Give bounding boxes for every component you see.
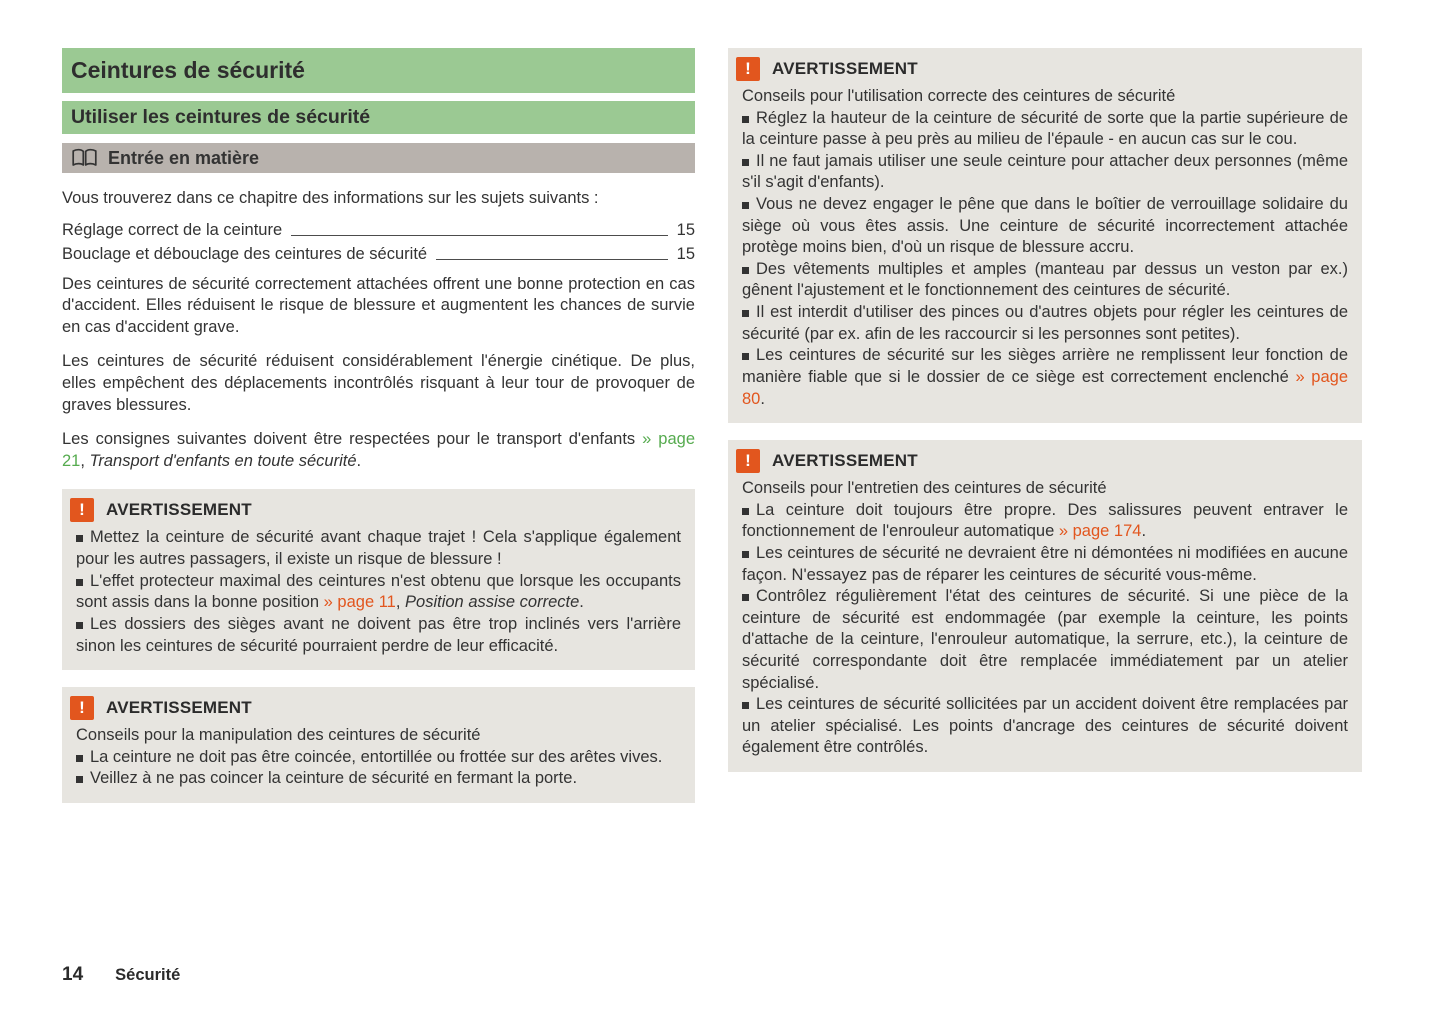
paragraph xyxy=(62,274,695,339)
section-subtitle xyxy=(62,101,695,134)
bullet-square-icon xyxy=(742,159,749,166)
text-segment: Les ceintures de sécurité sur les sièges arrière ne remplissent leur fonction de manière fiable que si le dossier de ce siège est correctement enclenché xyxy=(742,346,1348,386)
text-segment: Il ne faut jamais utiliser une seule ceinture pour attacher deux personnes (même s'il s'agit d'enfants). xyxy=(742,151,1348,192)
bullet-square-icon xyxy=(76,776,83,783)
warning-bullet xyxy=(742,543,1348,586)
text-segment: Mettez la ceinture de sécurité avant chaque trajet ! Cela s'applique également pour les autres passagers, il existe un risque de blessure ! xyxy=(76,528,681,569)
text-segment: Position assise correcte xyxy=(405,593,580,612)
bullet-square-icon xyxy=(76,579,83,586)
warning-header xyxy=(70,696,681,720)
text-segment: L'effet protecteur maximal des ceintures n'est obtenu que lorsque les occupants sont assis dans la bonne position xyxy=(76,571,681,612)
text-segment: Il est interdit d'utiliser des pinces ou d'autres objets pour régler les ceintures de sécurité (par ex. afin de les raccourcir si les personnes sont petites). xyxy=(742,303,1348,343)
paragraph xyxy=(62,429,695,472)
warning-bullet-list xyxy=(76,747,681,790)
warning-exclamation-icon: ! xyxy=(736,57,760,81)
warning-intro: Conseils pour l'utilisation correcte des ceintures de sécurité xyxy=(742,87,1176,105)
toc-intro: Vous trouverez dans ce chapitre des informations sur les sujets suivants : xyxy=(62,189,599,207)
section-subtitle-label: Utiliser les ceintures de sécurité xyxy=(71,106,371,128)
warning-box xyxy=(62,489,695,670)
text-segment: . xyxy=(579,593,584,612)
text-segment: Vous ne devez engager le pêne que dans le boîtier de verrouillage solidaire du siège où vous êtes assis. Une ceinture de sécurité incorrectement attachée protège moins bien, d'où un risque de blessure accru. xyxy=(742,195,1348,257)
warning-header xyxy=(736,57,1348,81)
bullet-square-icon xyxy=(742,310,749,317)
bullet-square-icon xyxy=(742,702,749,709)
bullet-square-icon xyxy=(76,755,83,762)
bullet-square-icon xyxy=(742,202,749,209)
warning-bullet xyxy=(742,194,1348,259)
section-header-label: Entrée en matière xyxy=(108,147,260,168)
text-segment: Réglez la hauteur de la ceinture de sécurité de sorte que la partie supérieure de la ceinture passe à peu près au milieu de l'épaule - en aucun cas sur le cou. xyxy=(742,108,1348,149)
warning-title: AVERTISSEMENT xyxy=(772,59,918,78)
toc-entry-label: Bouclage et débouclage des ceintures de sécurité xyxy=(62,244,428,263)
right-column xyxy=(728,48,1362,803)
open-book-icon xyxy=(71,148,98,168)
warning-bullet xyxy=(742,302,1348,345)
toc-entry xyxy=(62,221,695,240)
warning-intro: Conseils pour la manipulation des ceintures de sécurité xyxy=(76,726,481,745)
text-segment: Les consignes suivantes doivent être respectées pour le transport d'enfants xyxy=(62,430,643,449)
warning-exclamation-icon: ! xyxy=(70,498,94,522)
bullet-square-icon xyxy=(742,267,749,274)
text-segment: , xyxy=(80,451,90,470)
warning-header xyxy=(736,449,1348,473)
bullet-square-icon xyxy=(742,594,749,601)
text-segment: La ceinture ne doit pas être coincée, entortillée ou frottée sur des arêtes vives. xyxy=(90,747,663,766)
page-link[interactable]: » page 11 xyxy=(323,593,396,612)
page-title-label: Ceintures de sécurité xyxy=(71,57,305,83)
bullet-square-icon xyxy=(742,508,749,515)
toc-entry-label: Réglage correct de la ceinture xyxy=(62,220,283,239)
bullet-square-icon xyxy=(76,622,83,629)
warning-bullet xyxy=(742,694,1348,759)
warning-title: AVERTISSEMENT xyxy=(106,500,252,520)
page-link[interactable]: » page 80 xyxy=(742,367,1348,408)
warning-bullet xyxy=(742,259,1348,302)
table-of-contents xyxy=(62,221,695,264)
bullet-square-icon xyxy=(742,551,749,558)
warning-intro: Conseils pour l'entretien des ceintures de sécurité xyxy=(742,479,1107,498)
warning-bullet xyxy=(76,571,681,614)
left-column xyxy=(62,48,695,803)
warning-bullet-list xyxy=(742,108,1348,411)
bullet-square-icon xyxy=(742,353,749,360)
warning-box xyxy=(728,48,1362,423)
footer-page-number: 14 xyxy=(62,964,84,985)
toc-entry xyxy=(62,245,695,264)
warning-bullet-list xyxy=(742,500,1348,759)
page-link[interactable]: » page 174 xyxy=(1058,522,1142,541)
warning-title: AVERTISSEMENT xyxy=(772,451,918,471)
text-segment: Contrôlez régulièrement l'état des ceintures de sécurité. Si une pièce de la ceinture de sécurité est endommagée (par exemple la ceinture, les points d'attache de la ceinture, l'enrouleur automatique, la serrure, etc.), la ceinture de sécurité correspondante doit être remplacée immédiatement par un atelier spécialisé. xyxy=(742,587,1348,692)
text-segment: La ceinture doit toujours être propre. Des salissures peuvent entraver le fonctionnement de l'enrouleur automatique xyxy=(742,500,1348,541)
text-segment: . xyxy=(760,389,765,408)
toc-leader-line xyxy=(291,235,668,236)
text-segment: Les ceintures de sécurité ne devraient être ni démontées ni modifiées en aucune façon. N'essayez pas de réparer les ceintures de sécurité vous-même. xyxy=(742,543,1348,584)
text-segment: Des vêtements multiples et amples (manteau par dessus un veston par ex.) gênent l'ajustement et le fonctionnement des ceintures de sécurité. xyxy=(742,259,1348,300)
warning-box xyxy=(62,687,695,803)
text-segment: . xyxy=(356,451,362,470)
page-title xyxy=(62,48,695,93)
toc-entry-page: 15 xyxy=(676,220,695,239)
toc-entry-page: 15 xyxy=(676,244,695,263)
toc-leader-line xyxy=(436,259,668,260)
warning-box xyxy=(728,440,1362,772)
text-segment: Veillez à ne pas coincer la ceinture de sécurité en fermant la porte. xyxy=(90,769,578,788)
warning-bullet-list xyxy=(76,527,681,657)
warning-bullet xyxy=(742,586,1348,694)
text-segment: Des ceintures de sécurité correctement attachées offrent une bonne protection en cas d'accident. Elles réduisent le risque de blessure et augmentent les chances de survie en cas d'accident grave. xyxy=(62,274,695,336)
warning-bullet xyxy=(76,768,681,790)
text-segment: Les ceintures de sécurité réduisent considérablement l'énergie cinétique. De plus, elles empêchent des déplacements incontrôlés risquant à leur tour de provoquer de graves blessures. xyxy=(62,352,695,414)
section-header xyxy=(62,143,695,173)
warning-exclamation-icon: ! xyxy=(736,449,760,473)
paragraph xyxy=(62,351,695,416)
warning-bullet xyxy=(76,747,681,769)
warning-header xyxy=(70,498,681,522)
warning-bullet xyxy=(742,108,1348,151)
text-segment: Les dossiers des sièges avant ne doivent pas être trop inclinés vers l'arrière sinon les ceintures de sécurité pourraient perdre de leur efficacité. xyxy=(76,614,681,655)
bullet-square-icon xyxy=(742,116,749,123)
warning-bullet xyxy=(76,614,681,657)
bullet-square-icon xyxy=(76,535,83,542)
warning-bullet xyxy=(742,500,1348,543)
text-segment: , xyxy=(395,593,406,612)
warning-title: AVERTISSEMENT xyxy=(106,698,252,718)
page-link[interactable]: » page 21 xyxy=(62,430,695,470)
text-segment: Les ceintures de sécurité sollicitées par un accident doivent être remplacées par un atelier spécialisé. Les points d'ancrage des ceintures de sécurité doivent également être contrôlés. xyxy=(742,695,1348,757)
footer-chapter-label: Sécurité xyxy=(115,966,181,984)
warning-bullet xyxy=(76,527,681,570)
warning-bullet xyxy=(742,151,1348,194)
text-segment: . xyxy=(1141,522,1147,541)
warning-bullet xyxy=(742,345,1348,410)
text-segment: Transport d'enfants en toute sécurité xyxy=(89,451,357,470)
warning-exclamation-icon: ! xyxy=(70,696,94,720)
page-footer xyxy=(62,964,180,986)
